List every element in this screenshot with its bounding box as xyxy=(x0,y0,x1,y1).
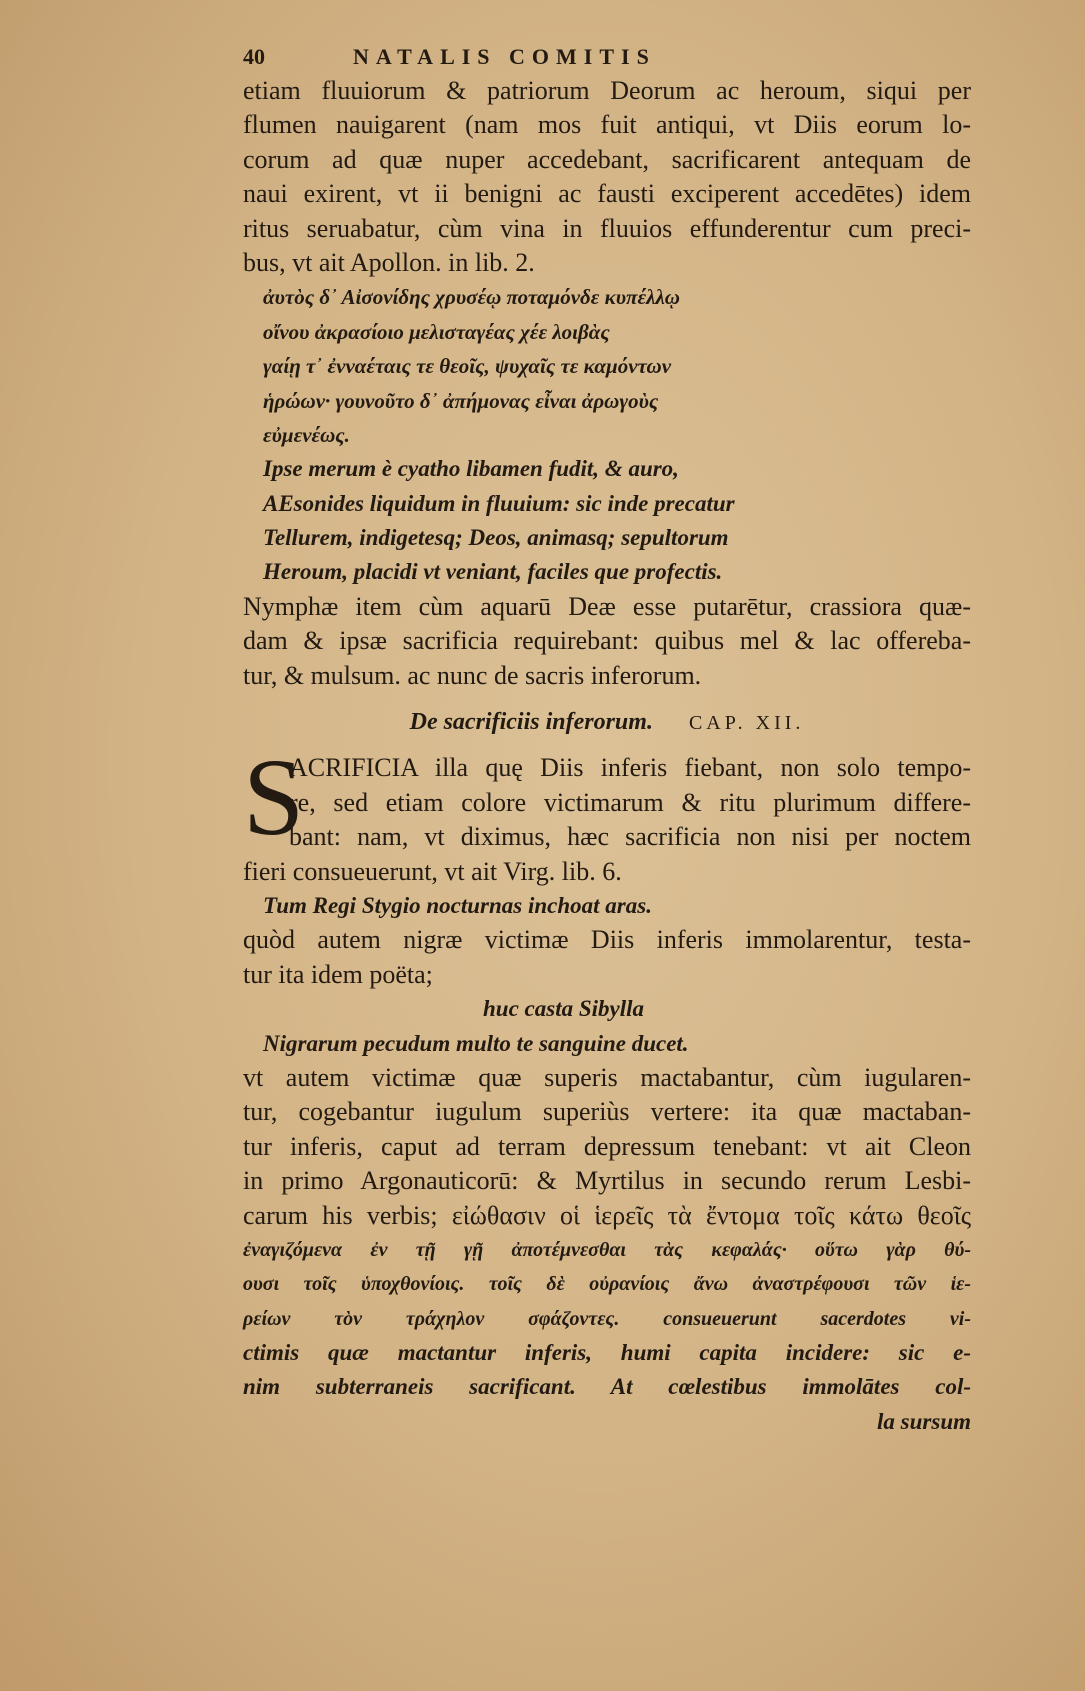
greek-line: ουσι τοῖς ὑποχθονίοις. τοῖς δὲ οὐρανίοις ἄνω ἀναστρέφουσι τῶν ἱε- xyxy=(243,1273,971,1296)
verse-line: AEsonides liquidum in fluuium: sic inde precatur xyxy=(263,490,735,516)
text-line: fieri consueuerunt, vt ait Virg. lib. 6. xyxy=(243,856,622,886)
text-line: bant: nam, vt diximus, hæc sacrificia non nisi per noctem xyxy=(289,822,971,852)
page-number: 40 xyxy=(243,44,265,69)
paragraph-5 xyxy=(243,1061,971,1405)
greek-line: ἡρώων· γουνοῦτο δ᾽ ἀπήμονας εἶναι ἀρωγοὺς xyxy=(263,388,659,413)
text-line: tur, & mulsum. ac nunc de sacris inferorum. xyxy=(243,660,702,690)
greek-line: ἀυτὸς δ᾽ Αἰσονίδης χρυσέῳ ποταμόνδε κυπέλλῳ xyxy=(263,285,680,310)
verse-line: Heroum, placidi vt veniant, faciles que profectis. xyxy=(263,559,723,585)
text-line: re, sed etiam colore victimarum & ritu plurimum differe- xyxy=(289,787,971,817)
text-line: tur, cogebantur iugulum superiùs vertere: ita quæ mactaban- xyxy=(243,1097,971,1127)
book-page xyxy=(243,40,971,1439)
text-line: ritus seruabatur, cùm vina in fluuios effunderentur cum preci- xyxy=(243,213,971,243)
paragraph-3 xyxy=(243,736,971,889)
greek-line: γαίῃ τ᾽ ἐνναέταις τε θεοῖς, ψυχαῖς τε καμόντων xyxy=(263,354,672,379)
greek-line: ἐναγιζόμενα ἐν τῇ γῇ ἀποτέμνεσθαι τὰς κεφαλάς· οὕτω γὰρ θύ- xyxy=(243,1238,971,1261)
text-line: vt autem victimæ quæ superis mactabantur, cùm iugularen- xyxy=(243,1062,971,1092)
running-title: NATALIS COMITIS xyxy=(353,44,656,69)
text-line: ACRIFICIA illa quę Diis inferis fiebant, non solo tempo- xyxy=(289,753,971,783)
text-line: Nymphæ item cùm aquarū Deæ esse putarētur, crassiora quæ- xyxy=(243,591,971,621)
greek-quote-1 xyxy=(243,280,971,452)
drop-cap: S xyxy=(243,736,305,859)
running-header xyxy=(243,40,971,74)
verse-line: Tellurem, indigetesq; Deos, animasq; sepultorum xyxy=(263,525,729,551)
text-line: tur inferis, caput ad terram depressum tenebant: vt ait Cleon xyxy=(243,1131,971,1161)
chapter-heading xyxy=(243,705,971,739)
text-line: dam & ipsæ sacrificia requirebant: quibus mel & lac offereba- xyxy=(243,626,971,656)
verse-line: huc casta Sibylla xyxy=(483,996,645,1022)
text-line: corum ad quæ nuper accedebant, sacrificarent antequam de xyxy=(243,144,971,174)
text-line: bus, vt ait Apollon. in lib. 2. xyxy=(243,247,535,277)
text-line: tur ita idem poëta; xyxy=(243,959,433,989)
chapter-number: CAP. XII. xyxy=(688,712,805,735)
verse-line: Nigrarum pecudum multo te sanguine ducet. xyxy=(263,1030,689,1056)
text-line: ctimis quæ mactantur inferis, humi capita incidere: sic e- xyxy=(243,1340,971,1366)
verse-line: Tum Regi Stygio nocturnas inchoat aras. xyxy=(263,892,652,918)
text-line: carum his verbis; εἰώθασιν οἱ ἱερεῖς τὰ ἔντομα τοῖς κάτω θεοῖς xyxy=(243,1200,971,1230)
text-line: naui exirent, vt ii benigni ac fausti exciperent accedētes) idem xyxy=(243,179,971,209)
latin-verse-1 xyxy=(243,452,971,590)
paragraph-2 xyxy=(243,590,971,693)
verse-line: Ipse merum è cyatho libamen fudit, & auro, xyxy=(263,456,679,482)
greek-line: εὐμενέως. xyxy=(263,422,350,447)
greek-line: ρείων τὸν τράχηλον σφάζοντες. consueuerunt sacerdotes vi- xyxy=(243,1307,971,1330)
text-line: flumen nauigarent (nam mos fuit antiqui, vt Diis eorum lo- xyxy=(243,110,971,140)
text-line: in primo Argonauticorū: & Myrtilus in secundo rerum Lesbi- xyxy=(243,1166,971,1196)
greek-line: οἴνου ἀκρασίοιο μελισταγέας χέε λοιβὰς xyxy=(263,319,610,344)
catchword: la sursum xyxy=(877,1408,971,1434)
chapter-title: De sacrificiis inferorum. xyxy=(409,709,653,736)
paragraph-1 xyxy=(243,74,971,280)
text-line: nim subterraneis sacrificant. At cœlestibus immolātes col- xyxy=(243,1374,971,1400)
text-line: quòd autem nigræ victimæ Diis inferis immolarentur, testa- xyxy=(243,925,971,955)
text-line: etiam fluuiorum & patriorum Deorum ac heroum, siqui per xyxy=(243,76,971,105)
